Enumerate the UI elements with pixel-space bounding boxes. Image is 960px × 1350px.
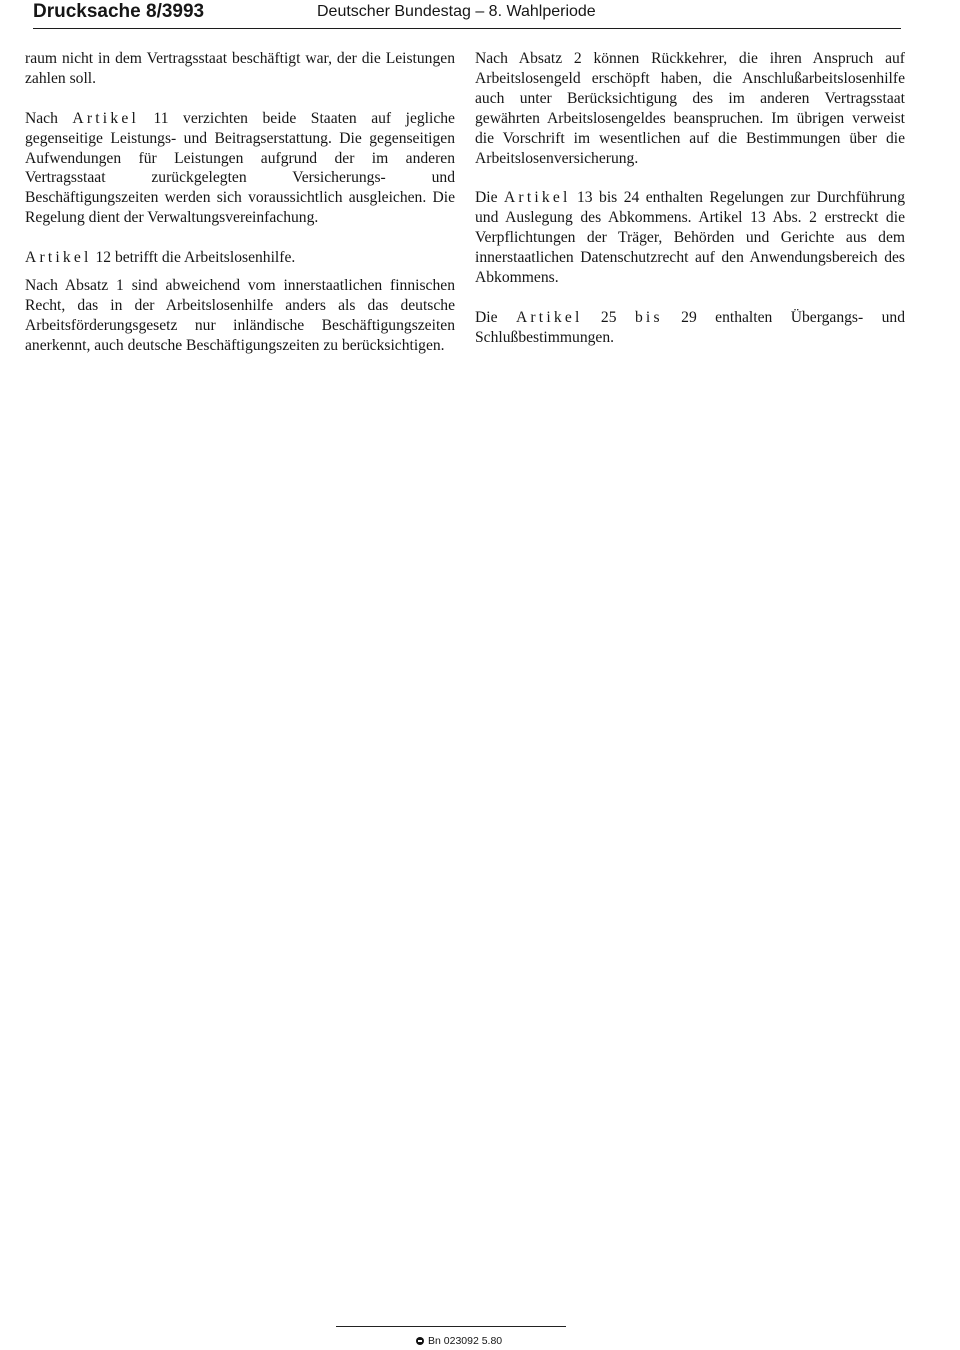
page-footer bbox=[416, 1335, 502, 1347]
paragraph-left-3 bbox=[25, 248, 455, 268]
text-run: 11 verzichten beide Staaten auf jegliche gegenseitige Leistungs- und Beitragserstattung. Die gegenseitigen Aufwendungen für Leistungen aufgrund der im anderen Vertragsstaat zurückgelegten Versicherungs- und Beschäftigungszeiten werden sich voraussichtlich ausgleichen. Die Regelung dient der Verwaltungsvereinfachung. bbox=[25, 109, 455, 227]
spaced-artikel: Artikel bbox=[72, 109, 139, 127]
text-run: Die bbox=[475, 308, 516, 326]
print-code: Bn 023092 5.80 bbox=[428, 1335, 503, 1347]
header-title: Deutscher Bundestag – 8. Wahlperiode bbox=[317, 3, 596, 20]
text-run: 29 enthalten Übergangs- und Schlußbestimmungen. bbox=[475, 308, 905, 346]
paragraph-right-3 bbox=[475, 308, 905, 348]
right-column bbox=[475, 49, 905, 367]
text-run: 25 bbox=[582, 308, 635, 326]
left-column bbox=[25, 49, 455, 375]
page-header bbox=[33, 0, 901, 30]
paragraph-right-2 bbox=[475, 188, 905, 288]
printer-mark-icon bbox=[416, 1337, 424, 1345]
text-run: Nach bbox=[25, 109, 73, 127]
paragraph-left-1: raum nicht in dem Vertragsstaat beschäftigt war, der die Leistungen zahlen soll. bbox=[25, 50, 455, 87]
paragraph-left-4: Nach Absatz 1 sind abweichend vom innerstaatlichen finnischen Recht, das in der Arbeitslosenhilfe anders als das deutsche Arbeitsförderungsgesetz nur inländische Beschäftigungszeiten anerkennt, auch deutsche Beschäftigungszeiten zu berücksichtigen. bbox=[25, 276, 455, 354]
spaced-bis: bis bbox=[634, 308, 663, 326]
paragraph-right-1: Nach Absatz 2 können Rückkehrer, die ihren Anspruch auf Arbeitslosengeld erschöpft haben, die Anschlußarbeitslosenhilfe auch unter Berücksichtigung des im anderen Vertragsstaat gewährten Arbeitslosengeldes beanspruchen. Im übrigen verweist die Vorschrift im wesentlichen auf die Bestimmungen über die Arbeitslosenversicherung. bbox=[475, 50, 905, 167]
spaced-artikel: Artikel bbox=[515, 308, 583, 326]
paragraph-left-2 bbox=[25, 109, 455, 228]
text-run: Die bbox=[475, 189, 504, 207]
header-rule bbox=[33, 28, 901, 29]
spaced-artikel: Artikel bbox=[25, 249, 92, 267]
footer-rule bbox=[336, 1326, 566, 1327]
text-run: 12 betrifft die Arbeitslosenhilfe. bbox=[91, 249, 296, 267]
document-number: Drucksache 8/3993 bbox=[33, 1, 205, 22]
text-run: 13 bis 24 enthalten Regelungen zur Durchführung und Auslegung des Abkommens. Artikel 13 Abs. 2 erstreckt die Verpflichtungen der Träger, Behörden und Gerichte aus dem innerstaatlichen Datenschutzrecht auf den Anwendungsbereich des Abkommens. bbox=[475, 189, 905, 286]
spaced-artikel: Artikel bbox=[503, 189, 571, 207]
